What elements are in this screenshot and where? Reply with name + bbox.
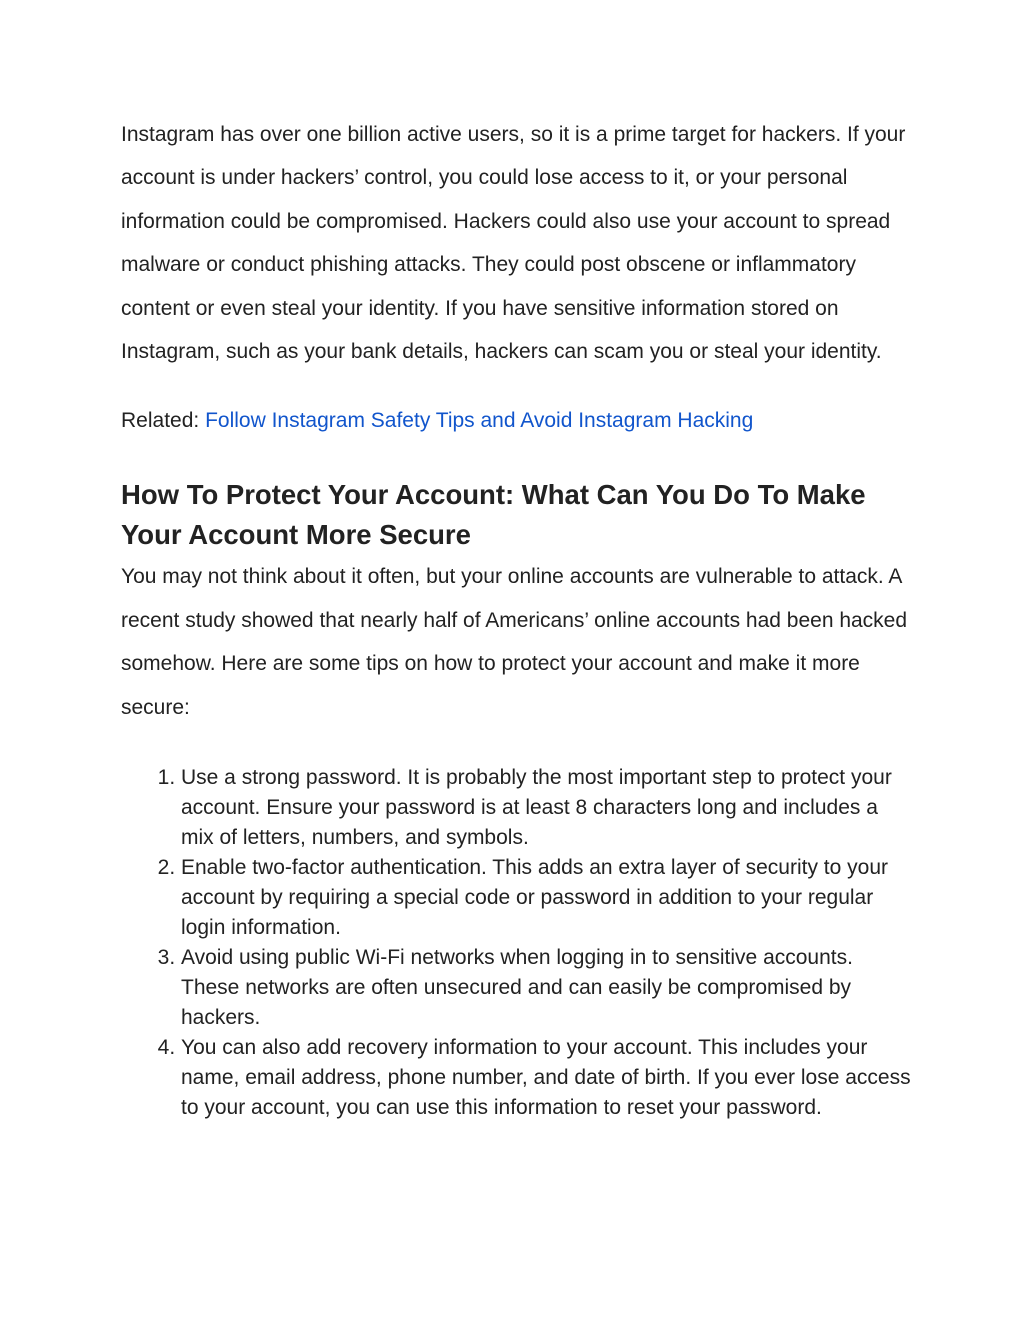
list-item: 2. Enable two-factor authentication. This adds an extra layer of security to your account by requiring a special code or password in addition to your regular login information.: [181, 853, 911, 943]
section-paragraph: You may not think about it often, but your online accounts are vulnerable to attack. A recent study showed that nearly half of Americans’ online accounts had been hacked somehow. Here are some tips on how to protect your account and make it more secure:: [121, 565, 908, 719]
intro-paragraph: Instagram has over one billion active users, so it is a prime target for hackers. If your account is under hackers’ control, you could lose access to it, or your personal information could be compromised. Hackers could also use your account to spread malware or conduct phishing attacks. They could post obscene or inflammatory content or even steal your identity. If you have sensitive information stored on Instagram, such as your bank details, hackers can scam you or steal your identity.: [121, 123, 906, 364]
related-prefix: Related:: [121, 409, 206, 433]
list-item: 1. Use a strong password. It is probably the most important step to protect your account. Ensure your password is at least 8 characters long and includes a mix of letters, numbers, and symbols.: [181, 763, 911, 853]
related-link[interactable]: Follow Instagram Safety Tips and Avoid Instagram Hacking: [205, 409, 754, 433]
related-line: [121, 406, 911, 436]
document-page: [121, 113, 911, 1123]
tips-list: [121, 763, 911, 1123]
section-heading: How To Protect Your Account: What Can You Do To Make Your Account More Secure: [121, 479, 866, 551]
list-item: 4. You can also add recovery information to your account. This includes your name, email address, phone number, and date of birth. If you ever lose access to your account, you can use this information to reset your password.: [181, 1033, 911, 1123]
list-item: 3. Avoid using public Wi-Fi networks when logging in to sensitive accounts. These networks are often unsecured and can easily be compromised by hackers.: [181, 943, 911, 1033]
